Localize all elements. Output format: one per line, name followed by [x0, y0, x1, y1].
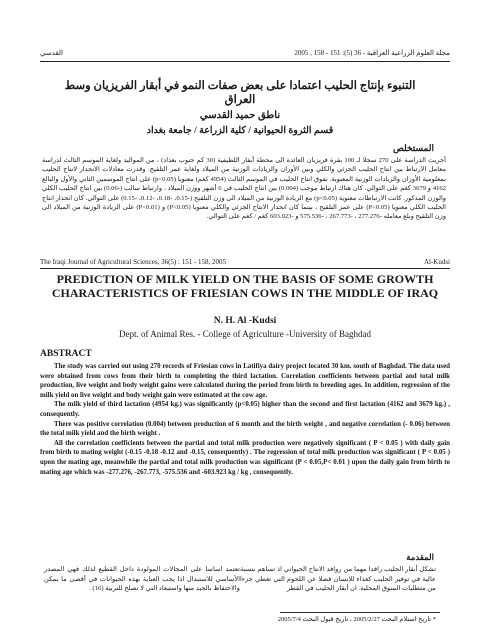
author-short-en: Al-Kudsi	[423, 258, 450, 266]
footnote-dates: * تاريخ استلام البحث 2005/2/27 ، تاريخ قبول البحث 2005/7/4	[277, 616, 436, 623]
arabic-author: ناطق حميد القدسي	[199, 110, 281, 121]
english-author: N. H. Al -Kudsi	[213, 316, 277, 326]
introduction-column-right: تشكل أبقار الحليب رافدا مهما من روافد الانتاج الحيواني اذ تساهم بنسبة عالية في توفير الحليب كغذاء للانسان فضلا عن اللحوم التي تغطي جزءا من متطلبات السوق المحلية. ان أبقار الحليب في القطر	[240, 566, 436, 593]
arabic-affiliation: قسم الثروة الحيوانية / كلية الزراعة / جامعة بغداد	[146, 126, 334, 136]
introduction-column-left: تعتمد اساسا على المجالات المولودة داخل القطيع لذلك فهي المصدر الأساسي للاستبدال اذا يجب العناية بهذه الحيوانات في أقصى ما يمكن والاحتفاظ بالجيد منها واستبعاد التي لا تصلح للتربية (16) .	[44, 566, 240, 593]
author-short-header: القدسي	[40, 49, 63, 57]
journal-rule	[40, 268, 450, 269]
introduction-heading: المقدمة	[406, 552, 434, 562]
abstract-paragraph: The study was carried out using 270 records of Friesian cows in Latifiya dairy project located 30 km. south of Baghdad. The data used were obtained from cows from their birth to completing the third lactation. Correlation coefficients between partial and total milk production, live weight and body weight gains were calculated during the period from birth to breeding ages. In addition, regression of the milk yield on live weight and body weight gain were estimated at the cow age.	[40, 363, 450, 399]
abstract-paragraph: All the correlation coefficients between the partial and total milk production were negatively significant ( P < 0.05 ) with daily gain from birth to mating weight (-0.15 -0.18 -0.12 and -0.15, consequently) . The regression of total milk production was significant ( P < 0.05 ) upon the mating age, meanwhile the partial and total milk production was significant (P < 0.05,P< 0.01 ) upon the daily gain from birth to mating age which was -277.276, -267.773, -575.536 and -603.923 kg / kg , consequently.	[40, 439, 450, 476]
abstract-heading: ABSTRACT	[40, 349, 92, 359]
english-affiliation: Dept. of Animal Res. - College of Agriculture -University of Baghdad	[119, 329, 371, 339]
header-rule	[40, 61, 450, 62]
english-title: PREDICTION OF MILK YIELD ON THE BASIS OF SOME GROWTH CHARACTERISTICS OF FRIESIAN COWS IN THE MIDDLE OF IRAQ	[51, 272, 439, 300]
journal-citation-ar: مجلة العلوم الزراعية العراقية - 36 (5): 151 - 158 , 2005	[294, 49, 450, 57]
arabic-title: التنبوء بإنتاج الحليب اعتمادا على بعض صفات النمو في أبقار الفريزيان وسط العراق	[64, 80, 416, 106]
english-abstract	[40, 362, 450, 477]
abstract-paragraph: There was positive correlation (0.004) between production of 6 month and the birth weight , and negative correlation (- 0.06) between the total milk yield and the birth weight .	[40, 420, 450, 438]
arabic-abstract: أجريت الدراسة على 270 سجلا لـ 100 بقرة فريزيان العائدة الى محطة أبقار اللطيفية (30 كم جنوب بغداد) ، من المواليد ولغاية الموسم الثالث لدراسة معامل الارتباط بين انتاج الحليب الجزئي والكلي وبين الأوزان والزيادات الوزنية من الميلاد ولغاية عمر التلقيح. وقدرت معادلات الانحدار لانتاج الحليب بمعلومية الأوزان والزيادات الوزنية المعنوية. تفوق انتاج الحليب في الموسم الثالث (4954 كغم) معنويا (p<0.05) على انتاج الموسمين الثاني والأول والبالغ 4162 و 3679 كغم على التوالي. كان هناك ارتباط موجب (0.004) بين انتاج الحليب في 6 أشهر ووزن الميلاد ، وارتباط سالب (-0.06) بين انتاج الحليب الكلي والوزن المذكور. كانت الارتباطات معنوية (p<0.05) مع الزيادة الوزنية من الميلاد الى وزن التلقيح (-0.15، -0.18، -0.12، -0.15) على التوالي. كان انحدار انتاج الحليب الكلي معنويا (P<0.05) على عمر التلقيح ، بينما كان انحدار الانتاج الجزئي والكلي معنويا (P<0.05) و (P<0.01) على الزيادة الوزنية من الميلاد الى وزن التلقيح وبلغ معامله -277.276 ، -267.773 ، -575.536 و -603.923 كغم / كغم على التوالي.	[42, 157, 447, 221]
footnote-rule	[280, 612, 440, 613]
journal-citation-en: The Iraqi Journal of Agricultural Sciences, 36(5) : 151 - 158, 2005	[40, 258, 227, 266]
arabic-abstract-heading: المستخلص	[392, 143, 434, 153]
abstract-paragraph: The milk yield of third lactation (4954 kg.) was significantly (p<0.05) higher than the second and first lactation (4162 and 3679 kg.) , consequently.	[40, 401, 450, 418]
